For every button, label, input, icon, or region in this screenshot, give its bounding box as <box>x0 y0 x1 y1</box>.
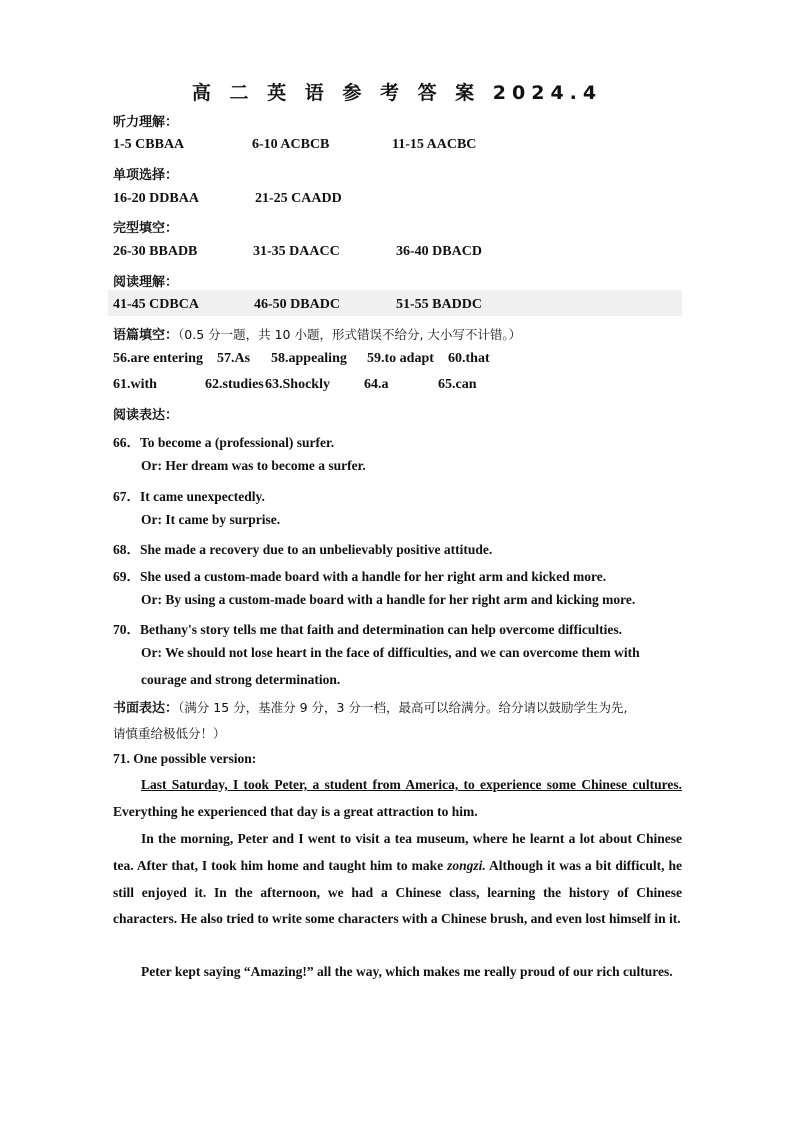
page-title: 高 二 英 语 参 考 答 案 2024.4 <box>191 82 603 104</box>
question-70 <box>113 618 622 638</box>
alt-answer: Or: We should not lose heart in the face of difficulties, and we can overcome them with <box>141 645 640 660</box>
answer-group: 16-20 DDBAA <box>113 191 199 206</box>
essay-text: In the morning, Peter and I went to visit a tea museum, where he learnt a lot about Chinese tea. After that, I took him home and taught him to make <box>113 831 682 873</box>
answer-text: To become a (professional) surfer. <box>140 435 335 450</box>
fill-answer: 63.Shockly <box>265 377 330 392</box>
reading-expression-heading: 阅读表达： <box>113 408 179 423</box>
answer-group: 6-10 ACBCB <box>252 137 330 152</box>
writing-note: （满分 15 分，基准分 9 分，3 分一档，最高可以给满分。给分请以鼓励学生为先, <box>178 700 628 715</box>
question-66 <box>113 431 334 451</box>
answer-group: 31-35 DAACC <box>253 244 340 259</box>
fill-answer: 64.a <box>364 377 389 392</box>
fill-answer: 56.are entering <box>113 351 203 366</box>
question-number: 69． <box>113 569 140 584</box>
fill-answer: 59.to adapt <box>367 351 434 366</box>
question-69 <box>113 565 606 585</box>
question-68 <box>113 538 492 558</box>
grammar-fill-heading <box>113 324 521 343</box>
alt-answer: Or: Her dream was to become a surfer. <box>141 458 366 473</box>
question-number: 66． <box>113 435 140 450</box>
fill-answer: 62.studies <box>205 377 264 392</box>
answer-group: 1-5 CBBAA <box>113 137 185 152</box>
writing-note-continued: 请慎重给极低分！） <box>113 726 226 741</box>
listening-heading: 听力理解： <box>113 115 179 130</box>
question-number: 70． <box>113 622 140 637</box>
single-choice-heading: 单项选择： <box>113 168 179 183</box>
alt-answer: Or: By using a custom-made board with a handle for her right arm and kicking more. <box>141 592 636 607</box>
essay-underlined-sentence: Last Saturday, I took Peter, a student from America, to experience some Chinese cultures. <box>141 777 682 792</box>
answer-group: 51-55 BADDC <box>396 297 482 312</box>
answer-group: 41-45 CDBCA <box>113 297 199 312</box>
alt-answer-continued: courage and strong determination. <box>141 672 341 687</box>
answer-text: She used a custom-made board with a handle for her right arm and kicked more. <box>140 569 607 584</box>
writing-heading <box>113 697 627 716</box>
fill-answer: 60.that <box>448 351 490 366</box>
answer-text: She made a recovery due to an unbelievably positive attitude. <box>140 542 493 557</box>
fill-answer: 61.with <box>113 377 157 392</box>
essay-paragraph-1 <box>113 772 682 826</box>
essay-paragraph-2 <box>113 826 682 933</box>
sample-label: 71. One possible version: <box>113 751 257 766</box>
question-number: 68． <box>113 542 140 557</box>
answer-group: 21-25 CAADD <box>255 191 342 206</box>
alt-answer: Or: It came by surprise. <box>141 512 281 527</box>
fill-answer: 65.can <box>438 377 477 392</box>
grammar-fill-title: 语篇填空： <box>113 328 179 343</box>
essay-text: Although it was a bit difficult, he still enjoyed it. In the afternoon, we had a Chinese class, learning the history of Chinese characters. He also tried to write some characters with a Chinese brush, and even lost himself in it. <box>113 857 683 927</box>
question-number: 67． <box>113 489 140 504</box>
writing-title: 书面表达： <box>113 701 179 716</box>
fill-answer: 57.As <box>217 351 251 366</box>
answer-text: It came unexpectedly. <box>140 489 265 504</box>
essay-text: Everything he experienced that day is a great attraction to him. <box>113 803 478 819</box>
essay-italic-word: zongzi. <box>447 857 486 873</box>
answer-group: 11-15 AACBC <box>392 137 477 152</box>
grammar-fill-note: （0.5 分一题，共 10 小题，形式错误不给分, 大小写不计错。） <box>178 327 522 342</box>
essay-paragraph-3 <box>113 959 682 986</box>
fill-answer: 58.appealing <box>271 351 347 366</box>
answer-group: 36-40 DBACD <box>396 244 482 259</box>
cloze-heading: 完型填空： <box>113 221 179 236</box>
answer-text: Bethany's story tells me that faith and determination can help overcome difficulties. <box>140 622 622 637</box>
essay-text: Peter kept saying “Amazing!” all the way, which makes me really proud of our rich cultures. <box>141 964 673 979</box>
reading-heading: 阅读理解： <box>113 275 179 290</box>
answer-group: 46-50 DBADC <box>254 297 340 312</box>
question-67 <box>113 485 265 505</box>
answer-group: 26-30 BBADB <box>113 244 198 259</box>
